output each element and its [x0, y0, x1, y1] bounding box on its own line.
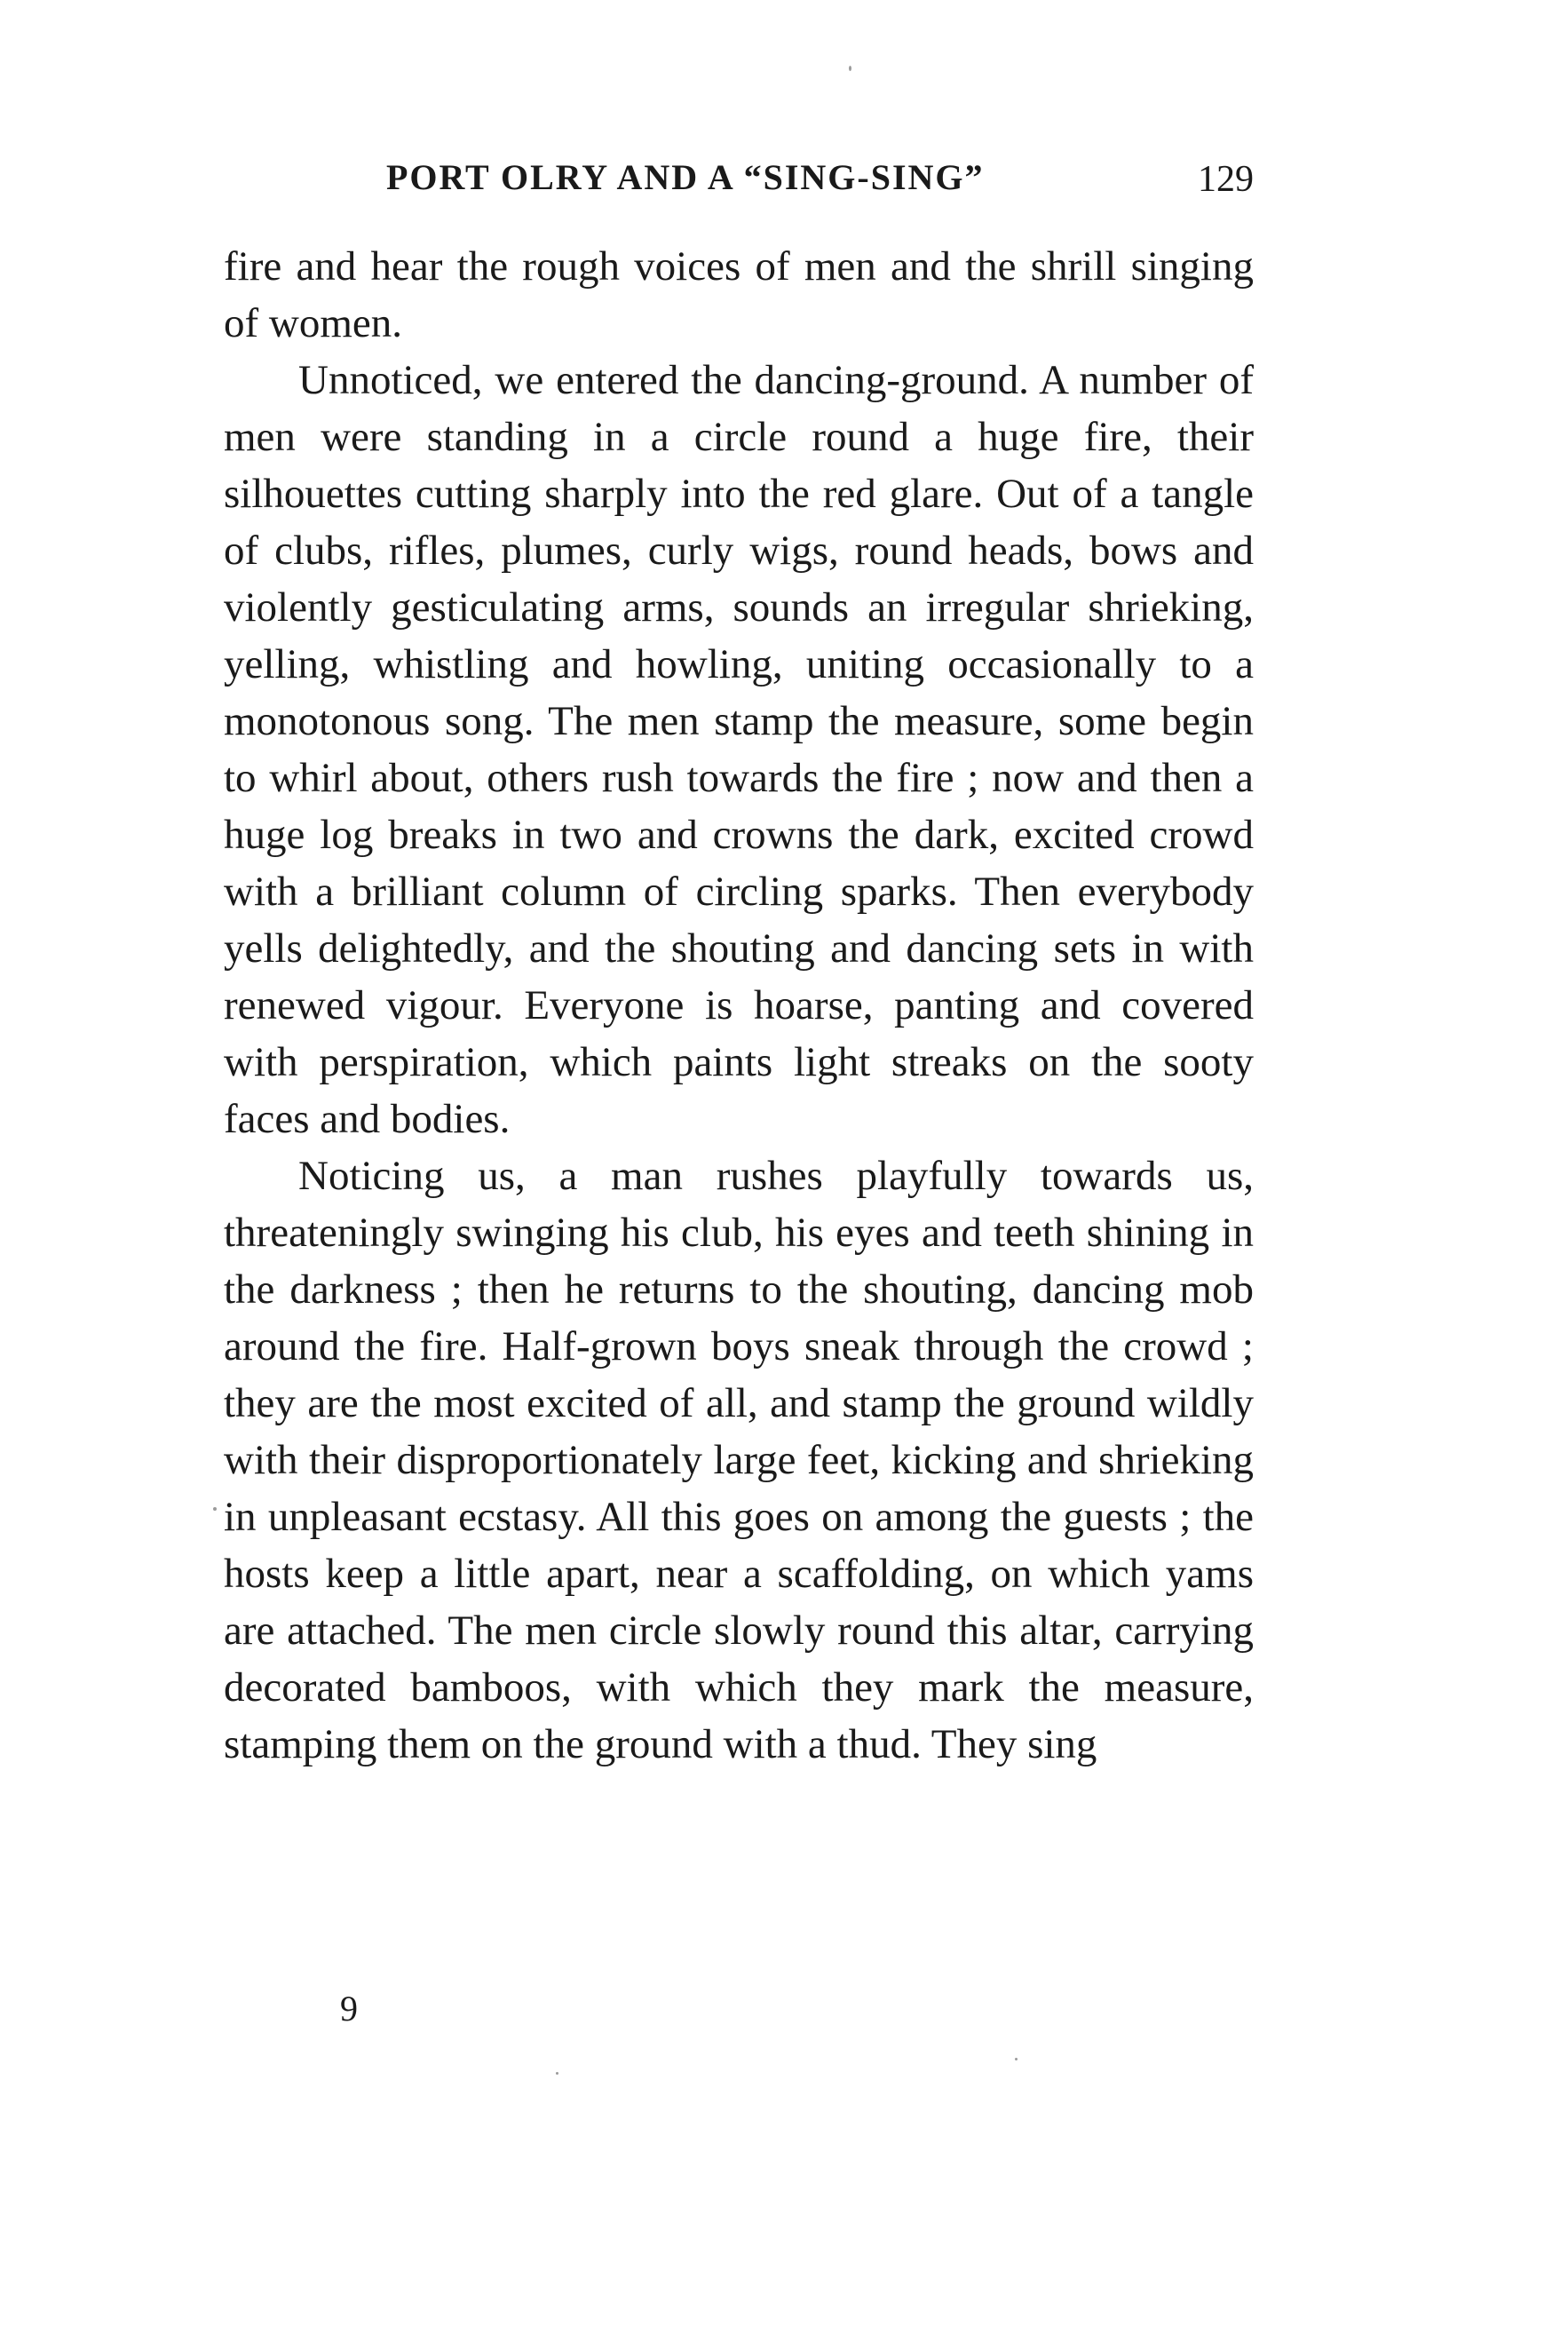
- running-title: PORT OLRY AND A “SING-SING”: [386, 157, 985, 197]
- running-head: [224, 156, 1254, 210]
- paragraph-2: Unnoticed, we entered the dancing-ground. A number of men were standing in a circle round a huge fire, their silhouettes cutting sharply into the red glare. Out of a tangle of clubs, rifles, plumes, curly wigs, round heads, bows and violently gesticulating arms, sounds an irregular shrieking, yelling, whistling and howling, uniting occasionally to a monotonous song. The men stamp the measure, some begin to whirl about, others rush towards the fire ; now and then a huge log breaks in two and crowns the dark, excited crowd with a brilliant column of circling sparks. Then everybody yells delightedly, and the shouting and dancing sets in with renewed vigour. Everyone is hoarse, panting and covered with perspiration, which paints light streaks on the sooty faces and bodies.: [224, 357, 1254, 1142]
- paper-speck: [213, 1507, 217, 1511]
- paragraph-1: fire and hear the rough voices of men and the shrill singing of women.: [224, 243, 1254, 346]
- body-text: [224, 238, 1254, 1773]
- paper-speck: [556, 2072, 558, 2075]
- page-number: 129: [1198, 159, 1254, 200]
- signature-mark: 9: [340, 1989, 358, 2028]
- paper-speck: [1015, 2058, 1018, 2060]
- paragraph-3: Noticing us, a man rushes playfully towards us, threateningly swinging his club, his eyes and teeth shining in the darkness ; then he returns to the shouting, dancing mob around the fire. Half-grown boys sneak through the crowd ; they are the most excited of all, and stamp the ground wildly with their disproportionately large feet, kicking and shrieking in unpleasant ecstasy. All this goes on among the guests ; the hosts keep a little apart, near a scaffolding, on which yams are attached. The men circle slowly round this altar, carrying decorated bamboos, with which they mark the measure, stamping them on the ground with a thud. They sing: [224, 1153, 1254, 1767]
- paper-speck: [849, 66, 851, 71]
